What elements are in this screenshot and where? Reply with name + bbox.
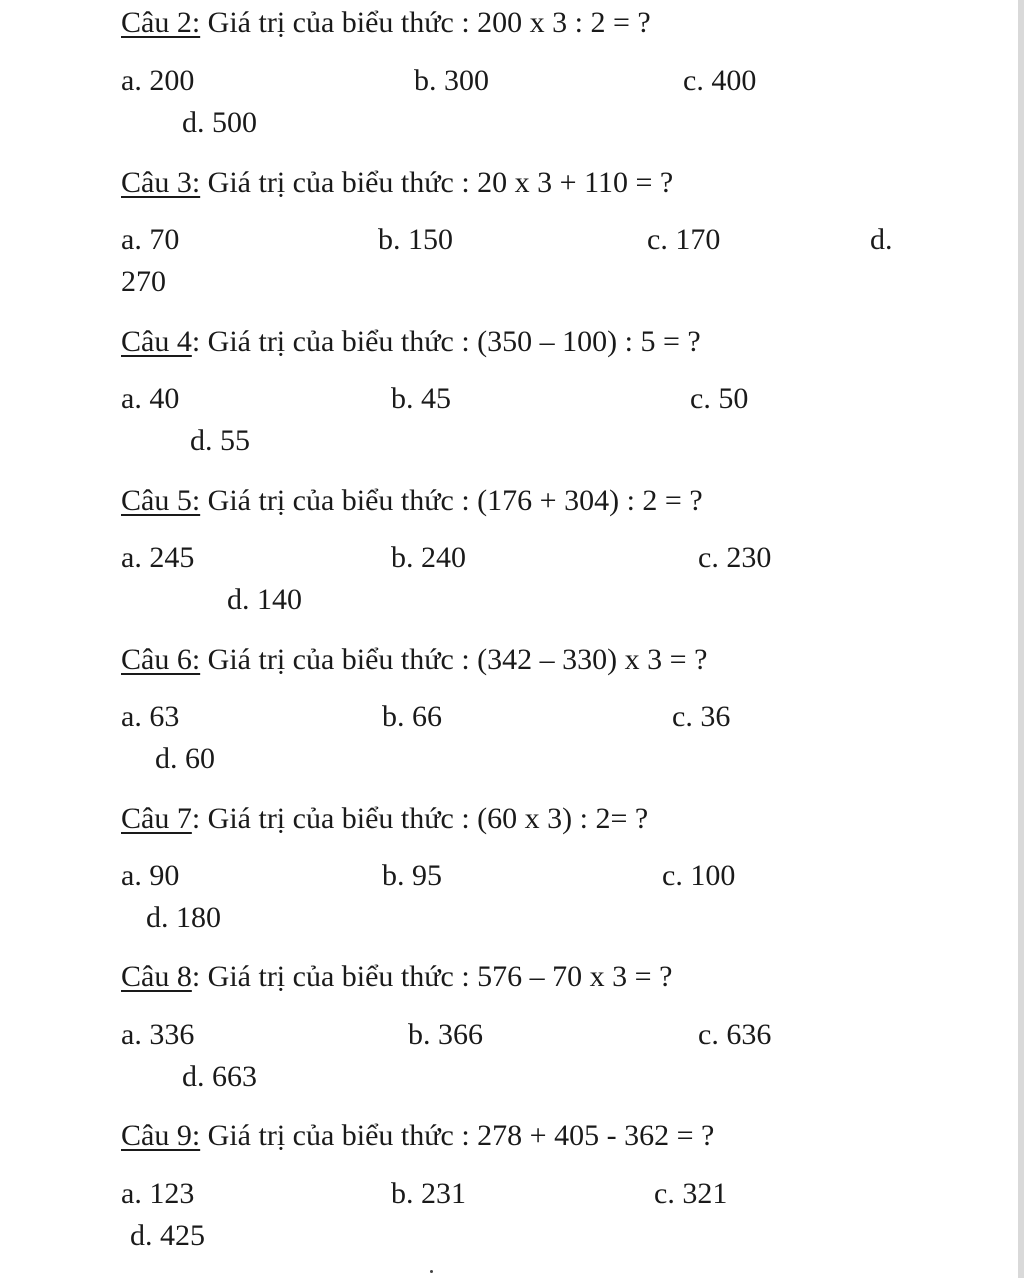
- question-label: Câu 3:: [121, 166, 201, 199]
- question-text: : Giá trị của biểu thức : (350 – 100) : 5 = ?: [191, 325, 701, 358]
- question-label: Câu 4: [121, 325, 192, 358]
- option-b: b. 366: [408, 1018, 483, 1051]
- option-d: d. 60: [155, 742, 215, 775]
- option-b: b. 66: [382, 700, 442, 733]
- option-a: a. 70: [121, 223, 180, 256]
- option-a: a. 123: [121, 1177, 195, 1210]
- question-3: [121, 168, 673, 198]
- option-a: a. 336: [121, 1018, 195, 1051]
- option-a: a. 200: [121, 64, 195, 97]
- question-text: Giá trị của biểu thức : 20 x 3 + 110 = ?: [200, 166, 674, 199]
- question-text: Giá trị của biểu thức : (176 + 304) : 2 = ?: [200, 484, 703, 517]
- option-b: b. 45: [391, 382, 451, 415]
- option-d: d. 663: [182, 1060, 257, 1093]
- option-a: a. 40: [121, 382, 180, 415]
- scan-mark: [430, 1270, 433, 1273]
- question-label: Câu 9:: [121, 1119, 201, 1152]
- question-label: Câu 7: [121, 802, 192, 835]
- option-d: d. 55: [190, 424, 250, 457]
- question-text: Giá trị của biểu thức : 200 x 3 : 2 = ?: [200, 6, 651, 39]
- question-text: : Giá trị của biểu thức : 576 – 70 x 3 = ?: [191, 960, 673, 993]
- option-d-value: 270: [121, 265, 166, 298]
- option-c: c. 50: [690, 382, 749, 415]
- option-a: a. 63: [121, 700, 180, 733]
- question-2: [121, 8, 651, 38]
- option-d: d. 500: [182, 106, 257, 139]
- question-text: : Giá trị của biểu thức : (60 x 3) : 2= ?: [191, 802, 649, 835]
- question-7: [121, 804, 648, 834]
- option-b: b. 95: [382, 859, 442, 892]
- question-text: Giá trị của biểu thức : (342 – 330) x 3 = ?: [200, 643, 708, 676]
- option-c: c. 170: [647, 223, 721, 256]
- option-b: b. 150: [378, 223, 453, 256]
- option-a: a. 245: [121, 541, 195, 574]
- option-b: b. 300: [414, 64, 489, 97]
- option-c: c. 230: [698, 541, 772, 574]
- page-edge: [1018, 0, 1024, 1278]
- question-label: Câu 2:: [121, 6, 201, 39]
- option-c: c. 400: [683, 64, 757, 97]
- option-d: d. 180: [146, 901, 221, 934]
- option-d: d. 140: [227, 583, 302, 616]
- question-label: Câu 8: [121, 960, 192, 993]
- question-label: Câu 6:: [121, 643, 201, 676]
- question-4: [121, 327, 701, 357]
- option-b: b. 231: [391, 1177, 466, 1210]
- option-c: c. 36: [672, 700, 731, 733]
- option-c: c. 636: [698, 1018, 772, 1051]
- option-d: d. 425: [130, 1219, 205, 1252]
- option-a: a. 90: [121, 859, 180, 892]
- option-b: b. 240: [391, 541, 466, 574]
- question-text: Giá trị của biểu thức : 278 + 405 - 362 = ?: [200, 1119, 715, 1152]
- question-5: [121, 486, 703, 516]
- option-c: c. 100: [662, 859, 736, 892]
- question-8: [121, 962, 672, 992]
- question-6: [121, 645, 707, 675]
- option-c: c. 321: [654, 1177, 728, 1210]
- option-d-prefix: d.: [870, 223, 893, 256]
- question-9: [121, 1121, 714, 1151]
- question-label: Câu 5:: [121, 484, 201, 517]
